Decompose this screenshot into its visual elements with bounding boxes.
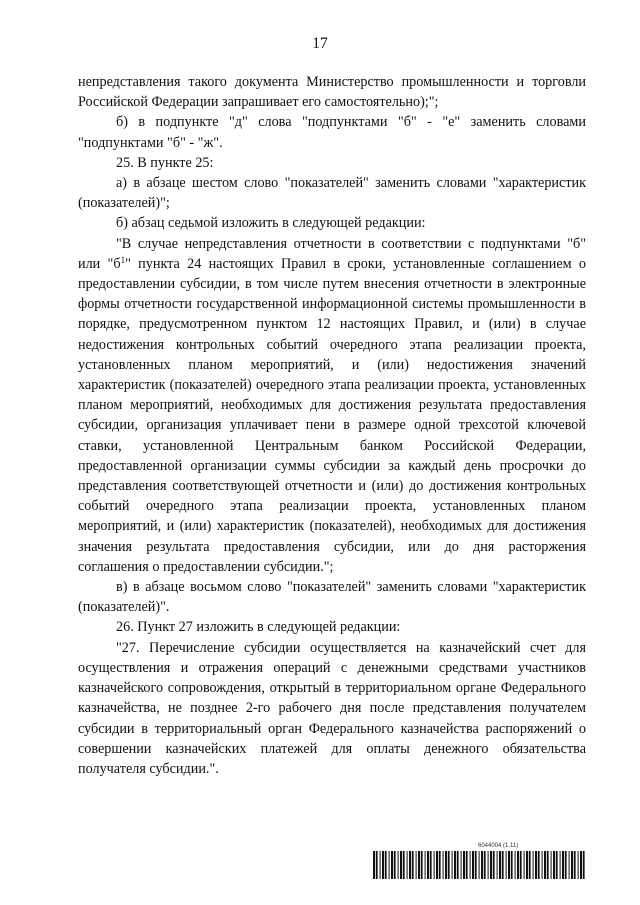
paragraph-3: 25. В пункте 25: <box>116 154 214 171</box>
paragraph-2: б) в подпункте "д" слова "подпунктами "б" - "е" заменить словами "подпунктами "б" - "ж". <box>78 114 586 151</box>
paragraph-6-start: "В случае непредставления отчетности в соответствии с подпунктами "б" или "б <box>78 235 586 272</box>
paragraph-5: б) абзац седьмой изложить в следующей редакции: <box>116 215 426 232</box>
page-number: 17 <box>312 35 328 52</box>
paragraph-1: непредставления такого документа Министерство промышленности и торговли Российской Федерации запрашивает его самостоятельно);"; <box>78 74 586 111</box>
paragraph-8: 26. Пункт 27 изложить в следующей редакции: <box>116 619 401 636</box>
document-body <box>78 72 586 779</box>
paragraph-4: а) в абзаце шестом слово "показателей" заменить словами "характеристик (показателей)"; <box>78 175 586 212</box>
barcode <box>373 851 585 879</box>
paragraph-6 <box>78 234 586 577</box>
paragraph-9: "27. Перечисление субсидии осуществляется на казначейский счет для осуществления и отражения операций с денежными средствами участников казначейского сопровождения, открытый в территориальном органе Федерального казначейства, не позднее 2-го рабочего дня после представления получателем субсидии в территориальный орган Федерального казначейства распоряжений о совершении казначейских платежей для оплаты денежного обязательства получателя субсидии.". <box>78 639 586 777</box>
paragraph-6-rest: " пункта 24 настоящих Правил в сроки, установленные соглашением о предоставлении субсидии, в том числе путем внесения отчетности в электронные формы отчетности государственной информационной системы промышленности в порядке, предусмотренном пунктом 12 настоящих Правил, и (или) в случае недостижения контрольных событий очередного этапа реализации проекта, установленных планом мероприятий, и (или) недостижения значений характеристик (показателей) очередного этапа реализации проекта, установленных планом мероприятий, необходимых для достижения результата предоставления субсидии, организация уплачивает пени в размере одной трехсотой ключевой ставки, установленной Центральным банком Российской Федерации, предоставленной организации суммы субсидии за каждый день просрочки до представления соответствующей отчетности и (или) до достижения контрольных событий очередного этапа реализации проекта, установленных планом мероприятий, и (или) характеристик (показателей), необходимых для достижения значения результата предоставления субсидии, или до дня расторжения соглашения о предоставлении субсидии."; <box>78 255 587 575</box>
paragraph-7: в) в абзаце восьмом слово "показателей" заменить словами "характеристик (показателей)". <box>78 579 586 616</box>
superscript-1: 1 <box>120 254 126 265</box>
document-code: 6044004 (1.11) <box>478 843 519 849</box>
